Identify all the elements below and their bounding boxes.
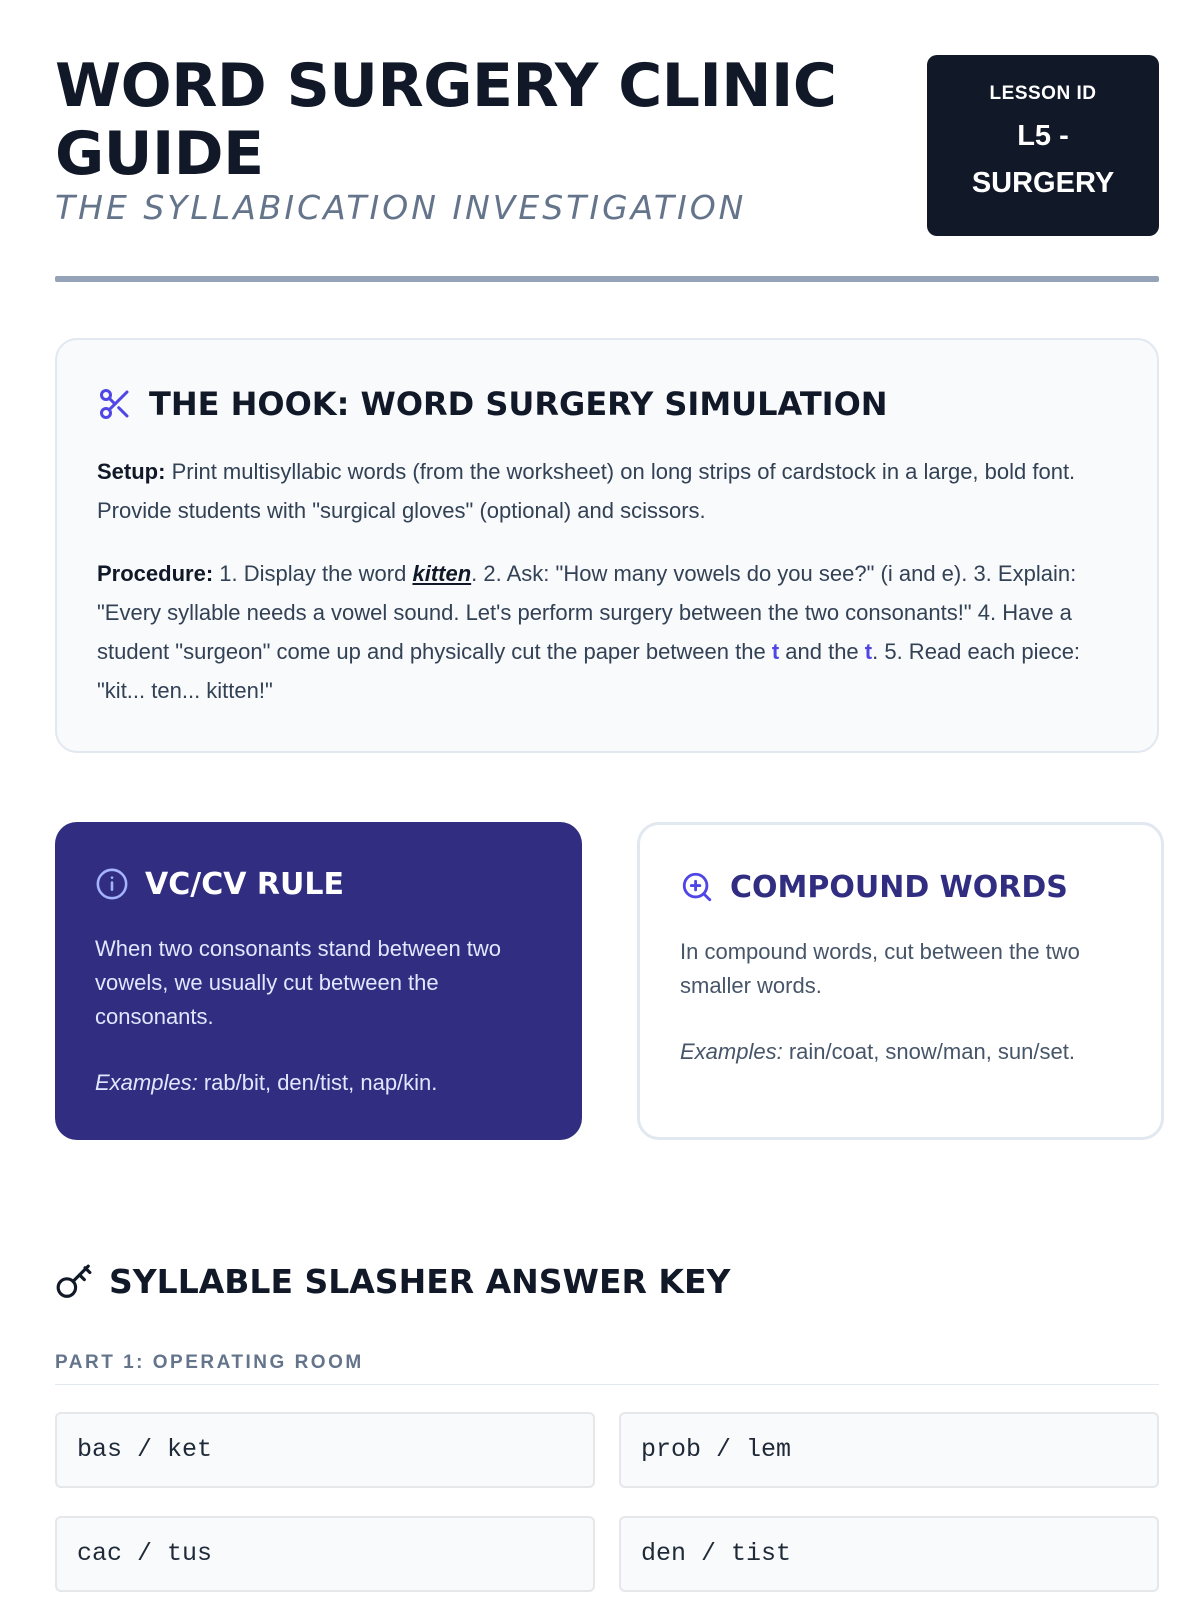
vc-cv-rule-header	[95, 862, 542, 906]
lesson-id-value: L5 - SURGERY	[971, 120, 1115, 199]
compound-words-card	[637, 822, 1164, 1140]
procedure-text: . 2. Ask: "How many vowels do you see?" (i and e). 3. Explain: "Every syllable needs a vowel sound. Let's perform surgery between the two consonants!" 4. Have a student "surgeon" come up and physically cut the paper between the	[97, 561, 1077, 664]
examples-label: Examples:	[680, 1039, 783, 1064]
hook-title: THE HOOK: WORD SURGERY SIMULATION	[149, 385, 888, 423]
answer-box: prob / lem	[619, 1412, 1159, 1488]
info-icon	[95, 867, 129, 901]
examples-label: Examples:	[95, 1070, 198, 1095]
compound-words-examples	[680, 1035, 1121, 1069]
scissors-icon	[97, 386, 133, 422]
examples-text: rab/bit, den/tist, nap/kin.	[197, 1070, 438, 1095]
hook-procedure	[97, 554, 1117, 710]
hook-card	[55, 338, 1159, 753]
vc-cv-rule-text: When two consonants stand between two vowels, we usually cut between the consonants.	[95, 936, 502, 1029]
hook-setup	[97, 452, 1117, 530]
compound-words-title: COMPOUND WORDS	[730, 869, 1068, 905]
procedure-text: and the	[779, 639, 865, 664]
key-icon	[55, 1263, 93, 1301]
vc-cv-rule-title: VC/CV RULE	[145, 866, 344, 902]
setup-label: Setup:	[97, 459, 166, 484]
highlight-letter: t	[771, 639, 780, 664]
lesson-id-badge	[927, 55, 1159, 236]
answer-box: den / tist	[619, 1516, 1159, 1592]
header-divider	[55, 276, 1159, 282]
compound-words-header	[680, 865, 1121, 909]
answer-box: bas / ket	[55, 1412, 595, 1488]
setup-text: Print multisyllabic words (from the worksheet) on long strips of cardstock in a large, bold font. Provide students with "surgical gloves" (optional) and scissors.	[97, 459, 1076, 523]
procedure-text: . 5. Read each piece: "kit... ten... kitten!"	[97, 639, 1081, 703]
highlight-letter: t	[864, 639, 873, 664]
part-divider	[55, 1384, 1159, 1385]
lesson-id-label: LESSON ID	[989, 83, 1097, 104]
page-subtitle: THE SYLLABICATION INVESTIGATION	[55, 188, 747, 227]
page-title: WORD SURGERY CLINIC GUIDE	[55, 51, 837, 189]
compound-words-text: In compound words, cut between the two smaller words.	[680, 939, 1080, 998]
hook-header	[97, 384, 1117, 424]
example-word: kitten	[412, 561, 472, 586]
part-label: PART 1: OPERATING ROOM	[55, 1352, 364, 1373]
answer-key-header	[55, 1262, 730, 1301]
header	[55, 0, 1159, 282]
procedure-text: 1. Display the word	[213, 561, 413, 586]
vc-cv-rule-card	[55, 822, 582, 1140]
page	[55, 0, 1159, 1568]
procedure-label: Procedure:	[97, 561, 214, 586]
answer-key-title: SYLLABLE SLASHER ANSWER KEY	[109, 1262, 731, 1301]
examples-text: rain/coat, snow/man, sun/set.	[782, 1039, 1075, 1064]
answer-box: cac / tus	[55, 1516, 595, 1592]
vc-cv-rule-examples	[95, 1066, 542, 1100]
zoom-in-icon	[680, 870, 714, 904]
